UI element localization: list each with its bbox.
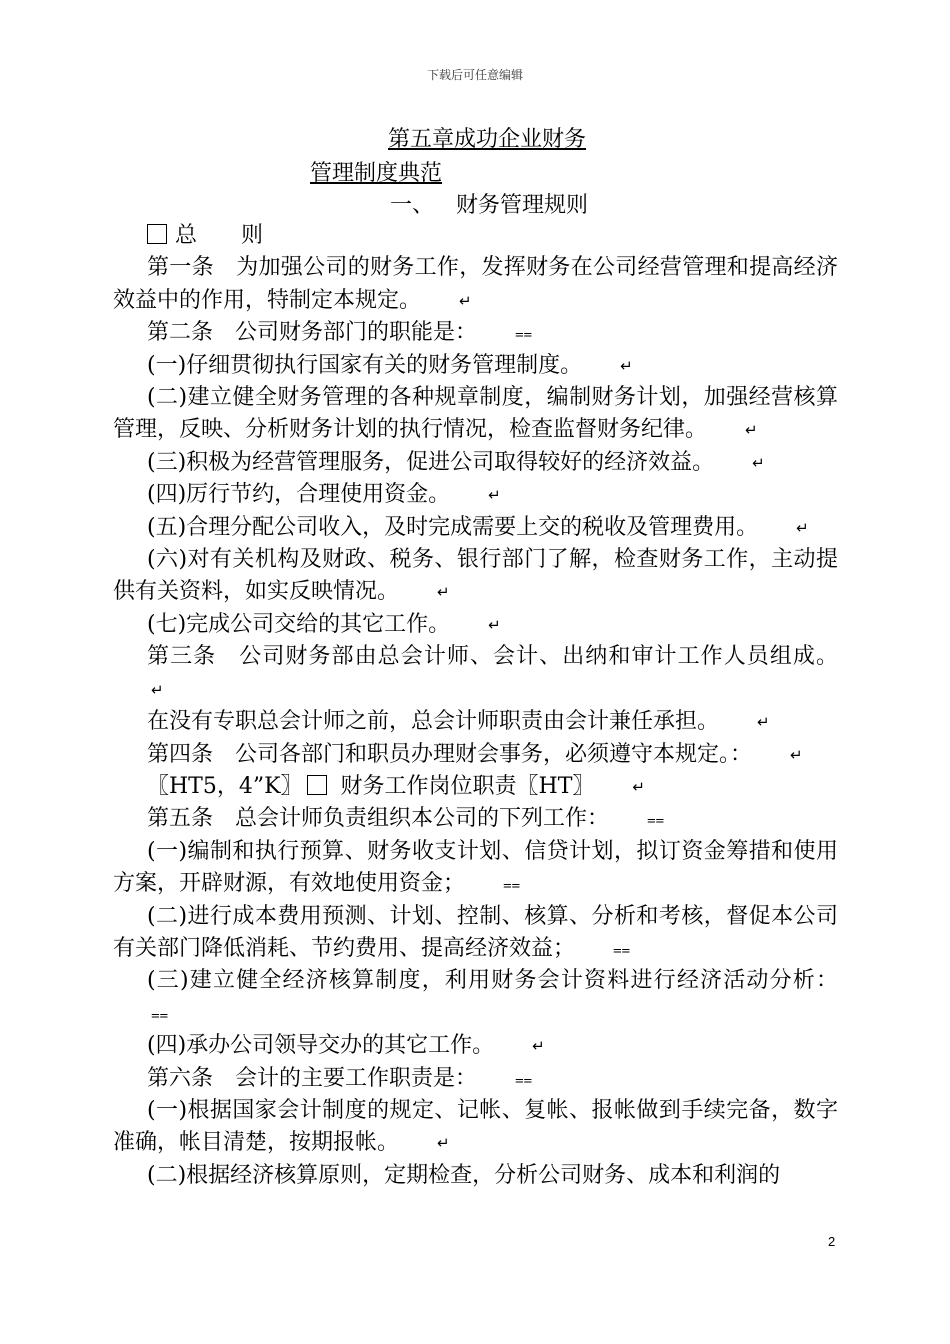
- return-mark-icon: ↵: [757, 713, 770, 732]
- return-mark-icon: ↵: [632, 777, 645, 796]
- paragraph: (七)完成公司交给的其它工作。 ↵: [113, 609, 838, 641]
- paragraph: 在没有专职总会计师之前，总会计师职责由会计兼任承担。 ↵: [113, 706, 838, 738]
- equal-mark-icon: ⩵: [503, 875, 521, 894]
- paragraph: (一)根据国家会计制度的规定、记帐、复帐、报帐做到手续完备，数字准确，帐目清楚，按期报帐。 ↵: [113, 1095, 838, 1160]
- paragraph: (三)积极为经营管理服务，促进公司取得较好的经济效益。 ↵: [113, 447, 838, 479]
- section-title: 财务管理规则: [456, 193, 589, 218]
- return-mark-icon: ↵: [790, 745, 803, 764]
- paragraph: (二)建立健全财务管理的各种规章制度，编制财务计划，加强经营核算管理，反映、分析财务计划的执行情况，检查监督财务纪律。 ↵: [113, 382, 838, 447]
- chapter-title-line1: 第五章成功企业财务: [388, 127, 587, 152]
- paragraph: 第三条 公司财务部由总会计师、会计、出纳和审计工作人员组成。↵: [113, 641, 838, 706]
- paragraph: (二)根据经济核算原则，定期检查，分析公司财务、成本和利润的: [147, 1162, 781, 1188]
- return-mark-icon: ↵: [488, 615, 501, 634]
- paragraph: (二)进行成本费用预测、计划、控制、核算、分析和考核，督促本公司有关部门降低消耗、节约费用、提高经济效益； ⩵: [113, 901, 838, 966]
- equal-mark-icon: ⩵: [647, 810, 665, 829]
- equal-mark-icon: ⩵: [515, 1069, 533, 1088]
- equal-mark-icon: ⩵: [515, 324, 533, 343]
- return-mark-icon: ↵: [752, 453, 765, 472]
- page-number: 2: [828, 1234, 836, 1249]
- page-header: 下载后可任意编辑: [426, 68, 523, 82]
- return-mark-icon: ↵: [459, 291, 472, 310]
- return-mark-icon: ↵: [437, 583, 450, 602]
- return-mark-icon: ↵: [488, 486, 501, 505]
- checkbox-square-icon: [147, 224, 167, 244]
- paragraph: (五)合理分配公司收入，及时完成需要上交的税收及管理费用。 ↵: [113, 512, 838, 544]
- equal-mark-icon: ⩵: [613, 939, 631, 958]
- section-number: 一、: [390, 193, 435, 218]
- equal-mark-icon: ⩵: [151, 1004, 169, 1023]
- section-heading: [390, 188, 588, 219]
- paragraph: 第二条 公司财务部门的职能是： ⩵: [113, 317, 838, 349]
- paragraph: 第一条 为加强公司的财务工作，发挥财务在公司经营管理和提高经济效益中的作用，特制定本规定。 ↵: [113, 252, 838, 317]
- checkbox-square-icon: [307, 775, 327, 795]
- paragraph: 第四条 公司各部门和职员办理财会事务，必须遵守本规定。： ↵: [113, 739, 838, 771]
- return-mark-icon: ↵: [532, 1037, 545, 1056]
- paragraph: (六)对有关机构及财政、税务、银行部门了解，检查财务工作，主动提供有关资料，如实反映情况。 ↵: [113, 544, 838, 609]
- general-heading: 总 则: [113, 220, 838, 252]
- chapter-title-line2: 管理制度典范: [310, 161, 443, 186]
- paragraph: (四)厉行节约，合理使用资金。 ↵: [113, 479, 838, 511]
- return-mark-icon: ↵: [620, 356, 633, 375]
- paragraph: (一)编制和执行预算、财务收支计划、信贷计划，拟订资金筹措和使用方案，开辟财源，有效地使用资金； ⩵: [113, 836, 838, 901]
- paragraph: (三)建立健全经济核算制度，利用财务会计资料进行经济活动分析：⩵: [113, 965, 838, 1030]
- return-mark-icon: ↵: [745, 421, 758, 440]
- return-mark-icon: ↵: [796, 518, 809, 537]
- return-mark-icon: ↵: [151, 680, 164, 699]
- paragraph: (一)仔细贯彻执行国家有关的财务管理制度。 ↵: [113, 350, 838, 382]
- paragraph: (四)承办公司领导交办的其它工作。 ↵: [113, 1030, 838, 1062]
- document-body: [113, 220, 838, 1192]
- job-duties-heading: 〖HT5，4”K〗 财务工作岗位职责〖HT〗 ↵: [113, 771, 838, 803]
- paragraph: 第五条 总会计师负责组织本公司的下列工作： ⩵: [113, 803, 838, 835]
- paragraph: 第六条 会计的主要工作职责是： ⩵: [113, 1063, 838, 1095]
- return-mark-icon: ↵: [437, 1134, 450, 1153]
